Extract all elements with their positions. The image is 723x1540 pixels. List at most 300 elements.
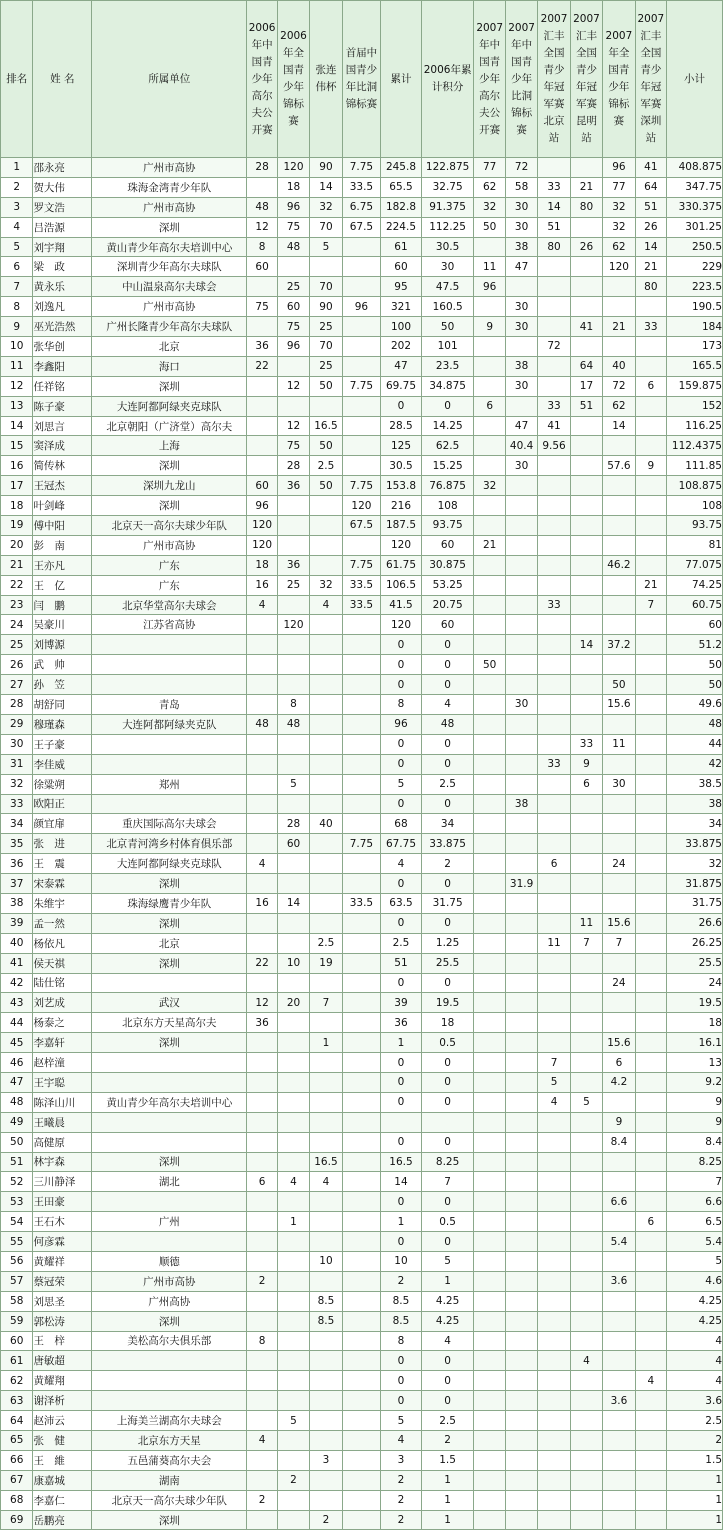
cell-score	[342, 1013, 381, 1033]
cell-score: 8	[247, 1331, 277, 1351]
cell-score	[474, 1072, 505, 1092]
cell-unit	[92, 973, 247, 993]
cell-subtotal: 1.5	[667, 1450, 723, 1470]
cell-score	[635, 1232, 666, 1252]
cell-rank: 15	[1, 436, 33, 456]
cell-score: 22	[247, 953, 277, 973]
cell-unit: 青岛	[92, 695, 247, 715]
cell-score	[570, 277, 602, 297]
cell-player-name: 王 震	[33, 854, 92, 874]
cell-score	[342, 456, 381, 476]
cell-unit: 广州市高协	[92, 535, 247, 555]
cell-subtotal: 33.875	[667, 834, 723, 854]
cell-score: 33	[538, 595, 570, 615]
cell-score: 14	[635, 237, 666, 257]
cell-unit	[92, 655, 247, 675]
cell-score: 30	[505, 297, 537, 317]
cell-score	[474, 1431, 505, 1451]
cell-score	[342, 1092, 381, 1112]
cell-subtotal: 44	[667, 734, 723, 754]
cell-score	[505, 277, 537, 297]
cell-score: 75	[277, 217, 309, 237]
cell-score	[310, 794, 342, 814]
cell-score	[635, 1331, 666, 1351]
cell-score	[505, 595, 537, 615]
cell-score	[277, 1112, 309, 1132]
cell-rank: 36	[1, 854, 33, 874]
cell-score: 1	[381, 1212, 422, 1232]
cell-score	[635, 1411, 666, 1431]
cell-rank: 30	[1, 734, 33, 754]
cell-score: 108	[421, 496, 474, 516]
cell-score	[603, 476, 635, 496]
cell-score	[538, 814, 570, 834]
cell-player-name: 胡舒同	[33, 695, 92, 715]
cell-score: 38	[505, 794, 537, 814]
cell-score	[570, 158, 602, 178]
cell-score	[247, 1291, 277, 1311]
cell-player-name: 李嘉仁	[33, 1490, 92, 1510]
cell-score: 61.75	[381, 555, 422, 575]
cell-player-name: 孟一然	[33, 913, 92, 933]
cell-score	[310, 754, 342, 774]
cell-score: 34.875	[421, 376, 474, 396]
cell-score	[635, 1172, 666, 1192]
cell-score: 0	[421, 973, 474, 993]
cell-score	[247, 933, 277, 953]
cell-score: 16.5	[310, 1152, 342, 1172]
cell-score: 8	[381, 1331, 422, 1351]
table-row	[1, 158, 723, 178]
cell-score	[570, 1271, 602, 1291]
cell-score	[603, 535, 635, 555]
table-row	[1, 1371, 723, 1391]
cell-unit	[92, 1132, 247, 1152]
cell-score	[247, 396, 277, 416]
cell-score: 100	[381, 317, 422, 337]
cell-score: 60	[421, 615, 474, 635]
cell-subtotal: 19.5	[667, 993, 723, 1013]
cell-score: 41	[538, 416, 570, 436]
cell-subtotal: 50	[667, 655, 723, 675]
cell-subtotal: 24	[667, 973, 723, 993]
cell-rank: 18	[1, 496, 33, 516]
cell-score	[277, 1331, 309, 1351]
cell-score	[635, 695, 666, 715]
cell-score: 0	[381, 913, 422, 933]
cell-score	[342, 1411, 381, 1431]
cell-subtotal: 81	[667, 535, 723, 555]
cell-score	[474, 1391, 505, 1411]
table-row	[1, 516, 723, 536]
cell-rank: 54	[1, 1212, 33, 1232]
table-row	[1, 1112, 723, 1132]
cell-score	[538, 1391, 570, 1411]
table-row	[1, 953, 723, 973]
cell-score	[342, 615, 381, 635]
cell-subtotal: 8.4	[667, 1132, 723, 1152]
cell-score	[421, 1112, 474, 1132]
cell-score	[342, 416, 381, 436]
cell-score: 75	[277, 436, 309, 456]
cell-score	[474, 1053, 505, 1073]
table-row	[1, 615, 723, 635]
cell-score	[570, 595, 602, 615]
cell-subtotal: 32	[667, 854, 723, 874]
cell-score	[505, 675, 537, 695]
cell-unit: 广州	[92, 1212, 247, 1232]
cell-rank: 20	[1, 535, 33, 555]
cell-score	[342, 337, 381, 357]
cell-score: 77	[474, 158, 505, 178]
cell-score	[247, 1072, 277, 1092]
cell-unit: 广东	[92, 575, 247, 595]
cell-score: 0	[421, 1351, 474, 1371]
cell-score	[247, 277, 277, 297]
cell-score: 120	[603, 257, 635, 277]
cell-rank: 4	[1, 217, 33, 237]
cell-score	[474, 993, 505, 1013]
cell-score: 36	[381, 1013, 422, 1033]
cell-score	[538, 1470, 570, 1490]
cell-score	[635, 774, 666, 794]
cell-score: 33.5	[342, 595, 381, 615]
cell-score: 47	[505, 416, 537, 436]
cell-score	[570, 1450, 602, 1470]
cell-score	[247, 655, 277, 675]
cell-player-name: 闫 鹏	[33, 595, 92, 615]
cell-player-name: 穆瑾森	[33, 714, 92, 734]
cell-score	[277, 1132, 309, 1152]
cell-score	[342, 754, 381, 774]
cell-score	[538, 257, 570, 277]
cell-rank: 38	[1, 893, 33, 913]
cell-subtotal: 8.25	[667, 1152, 723, 1172]
cell-score	[474, 834, 505, 854]
cell-player-name: 黄耀翔	[33, 1371, 92, 1391]
cell-subtotal: 26.6	[667, 913, 723, 933]
cell-score	[277, 1450, 309, 1470]
table-row	[1, 396, 723, 416]
cell-unit: 广州市高协	[92, 158, 247, 178]
cell-score: 30	[505, 456, 537, 476]
cell-rank: 62	[1, 1371, 33, 1391]
cell-score	[310, 535, 342, 555]
cell-score	[342, 1033, 381, 1053]
cell-player-name: 黄耀祥	[33, 1251, 92, 1271]
cell-rank: 17	[1, 476, 33, 496]
cell-score	[342, 1132, 381, 1152]
cell-subtotal: 4.25	[667, 1291, 723, 1311]
cell-unit: 北京华堂高尔夫球会	[92, 595, 247, 615]
cell-score	[635, 1033, 666, 1053]
cell-player-name: 李佳威	[33, 754, 92, 774]
cell-score	[635, 854, 666, 874]
cell-score: 11	[538, 933, 570, 953]
cell-subtotal: 16.1	[667, 1033, 723, 1053]
cell-player-name: 岳鹏亮	[33, 1510, 92, 1530]
cell-player-name: 王田豪	[33, 1192, 92, 1212]
cell-score: 10	[277, 953, 309, 973]
cell-player-name: 谢泽析	[33, 1391, 92, 1411]
cell-score	[635, 337, 666, 357]
cell-score	[505, 635, 537, 655]
cell-player-name: 王曦晨	[33, 1112, 92, 1132]
cell-score: 5	[310, 237, 342, 257]
cell-unit: 武汉	[92, 993, 247, 1013]
cell-score	[310, 913, 342, 933]
cell-player-name: 高健原	[33, 1132, 92, 1152]
cell-score	[474, 695, 505, 715]
cell-unit: 湖南	[92, 1470, 247, 1490]
cell-rank: 8	[1, 297, 33, 317]
cell-score: 321	[381, 297, 422, 317]
cell-score	[538, 1251, 570, 1271]
cell-score	[474, 1232, 505, 1252]
table-row	[1, 535, 723, 555]
cell-score	[603, 436, 635, 456]
cell-score	[381, 1112, 422, 1132]
cell-score	[635, 1391, 666, 1411]
table-row	[1, 893, 723, 913]
cell-score: 0	[421, 1371, 474, 1391]
cell-score	[635, 436, 666, 456]
cell-score: 4.2	[603, 1072, 635, 1092]
table-row	[1, 1152, 723, 1172]
cell-score: 2	[381, 1490, 422, 1510]
cell-score	[538, 774, 570, 794]
cell-player-name: 刘思言	[33, 416, 92, 436]
cell-score	[277, 595, 309, 615]
cell-score	[247, 1033, 277, 1053]
cell-score: 80	[570, 197, 602, 217]
cell-unit	[92, 635, 247, 655]
cell-score: 0	[421, 913, 474, 933]
cell-score: 6	[635, 1212, 666, 1232]
cell-score	[570, 973, 602, 993]
cell-score	[570, 1470, 602, 1490]
cell-score: 7	[538, 1053, 570, 1073]
cell-score	[277, 1053, 309, 1073]
cell-subtotal: 38.5	[667, 774, 723, 794]
cell-score	[277, 396, 309, 416]
cell-rank: 7	[1, 277, 33, 297]
cell-score	[342, 1072, 381, 1092]
table-row	[1, 774, 723, 794]
cell-score	[474, 734, 505, 754]
cell-score	[538, 993, 570, 1013]
cell-unit: 北京天一高尔夫球少年队	[92, 1490, 247, 1510]
cell-subtotal: 31.75	[667, 893, 723, 913]
cell-score	[247, 834, 277, 854]
cell-score	[505, 555, 537, 575]
table-row	[1, 834, 723, 854]
cell-score: 32	[310, 197, 342, 217]
cell-score	[570, 1331, 602, 1351]
cell-score: 120	[342, 496, 381, 516]
cell-score: 8.4	[603, 1132, 635, 1152]
cell-player-name: 巫光浩然	[33, 317, 92, 337]
cell-score: 2	[310, 1510, 342, 1530]
cell-score	[310, 1470, 342, 1490]
table-row	[1, 675, 723, 695]
cell-score	[474, 874, 505, 894]
cell-score: 5	[421, 1251, 474, 1271]
cell-score: 0	[421, 635, 474, 655]
cell-score	[635, 1291, 666, 1311]
cell-score	[635, 396, 666, 416]
cell-score	[342, 1311, 381, 1331]
header-total: 累计	[381, 1, 422, 158]
cell-score	[570, 1232, 602, 1252]
cell-player-name: 徐粱朔	[33, 774, 92, 794]
cell-unit: 珠海绿鹰青少年队	[92, 893, 247, 913]
table-row	[1, 1072, 723, 1092]
cell-subtotal: 48	[667, 714, 723, 734]
cell-score: 8.25	[421, 1152, 474, 1172]
cell-score: 70	[310, 217, 342, 237]
cell-rank: 63	[1, 1391, 33, 1411]
cell-score: 41.5	[381, 595, 422, 615]
cell-score: 33.5	[342, 177, 381, 197]
cell-player-name: 罗文浩	[33, 197, 92, 217]
cell-score: 33	[538, 177, 570, 197]
cell-score	[505, 1072, 537, 1092]
cell-score	[570, 814, 602, 834]
cell-score	[635, 814, 666, 834]
cell-score	[538, 1411, 570, 1431]
cell-rank: 43	[1, 993, 33, 1013]
cell-score	[247, 177, 277, 197]
cell-player-name: 颜宜扉	[33, 814, 92, 834]
cell-score: 30	[505, 317, 537, 337]
cell-unit: 深圳九龙山	[92, 476, 247, 496]
cell-score	[342, 1172, 381, 1192]
cell-score: 2.5	[310, 933, 342, 953]
cell-score	[570, 476, 602, 496]
cell-score	[505, 496, 537, 516]
cell-score: 0	[421, 734, 474, 754]
cell-score	[505, 1192, 537, 1212]
cell-score: 5	[570, 1092, 602, 1112]
cell-score	[570, 1291, 602, 1311]
cell-unit	[92, 1192, 247, 1212]
cell-score	[603, 337, 635, 357]
cell-player-name: 刘艺成	[33, 993, 92, 1013]
cell-score	[277, 1291, 309, 1311]
cell-score	[247, 1351, 277, 1371]
cell-unit	[92, 675, 247, 695]
cell-unit	[92, 754, 247, 774]
cell-score: 5	[277, 774, 309, 794]
cell-score: 12	[277, 376, 309, 396]
cell-score: 23.5	[421, 356, 474, 376]
cell-score: 4	[247, 595, 277, 615]
cell-score	[247, 1391, 277, 1411]
cell-score: 5	[277, 1411, 309, 1431]
cell-score: 9	[603, 1112, 635, 1132]
header-2006-points: 2006年累计积分	[421, 1, 474, 158]
table-row	[1, 356, 723, 376]
cell-score	[538, 1172, 570, 1192]
cell-score: 10	[381, 1251, 422, 1271]
cell-score	[505, 1152, 537, 1172]
cell-score	[635, 1053, 666, 1073]
cell-unit: 广州市高协	[92, 297, 247, 317]
cell-score	[505, 535, 537, 555]
cell-unit	[92, 734, 247, 754]
cell-score	[603, 814, 635, 834]
cell-score	[635, 1192, 666, 1212]
cell-score: 15.25	[421, 456, 474, 476]
cell-score: 51	[635, 197, 666, 217]
cell-score	[277, 1251, 309, 1271]
cell-unit: 顺德	[92, 1251, 247, 1271]
cell-subtotal: 38	[667, 794, 723, 814]
cell-score: 26	[570, 237, 602, 257]
cell-score: 72	[538, 337, 570, 357]
cell-score	[538, 555, 570, 575]
cell-score: 37.2	[603, 635, 635, 655]
cell-score: 50	[310, 476, 342, 496]
cell-score	[474, 1251, 505, 1271]
cell-score: 48	[247, 197, 277, 217]
cell-player-name: 杨依凡	[33, 933, 92, 953]
cell-score: 75	[277, 317, 309, 337]
cell-score: 18	[421, 1013, 474, 1033]
cell-subtotal: 190.5	[667, 297, 723, 317]
cell-score: 7	[310, 993, 342, 1013]
cell-score	[310, 834, 342, 854]
cell-score	[603, 277, 635, 297]
cell-score	[635, 1013, 666, 1033]
cell-score	[277, 675, 309, 695]
cell-score	[474, 1490, 505, 1510]
cell-unit: 大连阿都阿绿夹克队	[92, 714, 247, 734]
cell-score	[474, 1450, 505, 1470]
cell-score	[635, 297, 666, 317]
cell-score: 20	[277, 993, 309, 1013]
cell-rank: 40	[1, 933, 33, 953]
cell-player-name: 简传林	[33, 456, 92, 476]
cell-score: 25	[277, 575, 309, 595]
cell-score: 51	[381, 953, 422, 973]
cell-rank: 46	[1, 1053, 33, 1073]
cell-score: 120	[247, 535, 277, 555]
cell-score	[603, 834, 635, 854]
cell-score: 91.375	[421, 197, 474, 217]
cell-score: 9	[635, 456, 666, 476]
cell-score	[538, 1192, 570, 1212]
cell-score	[342, 1450, 381, 1470]
cell-score	[342, 695, 381, 715]
cell-score	[570, 1311, 602, 1331]
cell-score	[277, 1351, 309, 1371]
cell-score: 2	[421, 854, 474, 874]
cell-score	[635, 1311, 666, 1331]
cell-score: 11	[570, 913, 602, 933]
table-row	[1, 913, 723, 933]
cell-score	[603, 794, 635, 814]
cell-rank: 48	[1, 1092, 33, 1112]
cell-subtotal: 4	[667, 1371, 723, 1391]
cell-score	[603, 993, 635, 1013]
cell-unit: 深圳	[92, 456, 247, 476]
cell-score	[570, 1490, 602, 1510]
cell-score: 50	[603, 675, 635, 695]
cell-subtotal: 51.2	[667, 635, 723, 655]
cell-score	[310, 973, 342, 993]
